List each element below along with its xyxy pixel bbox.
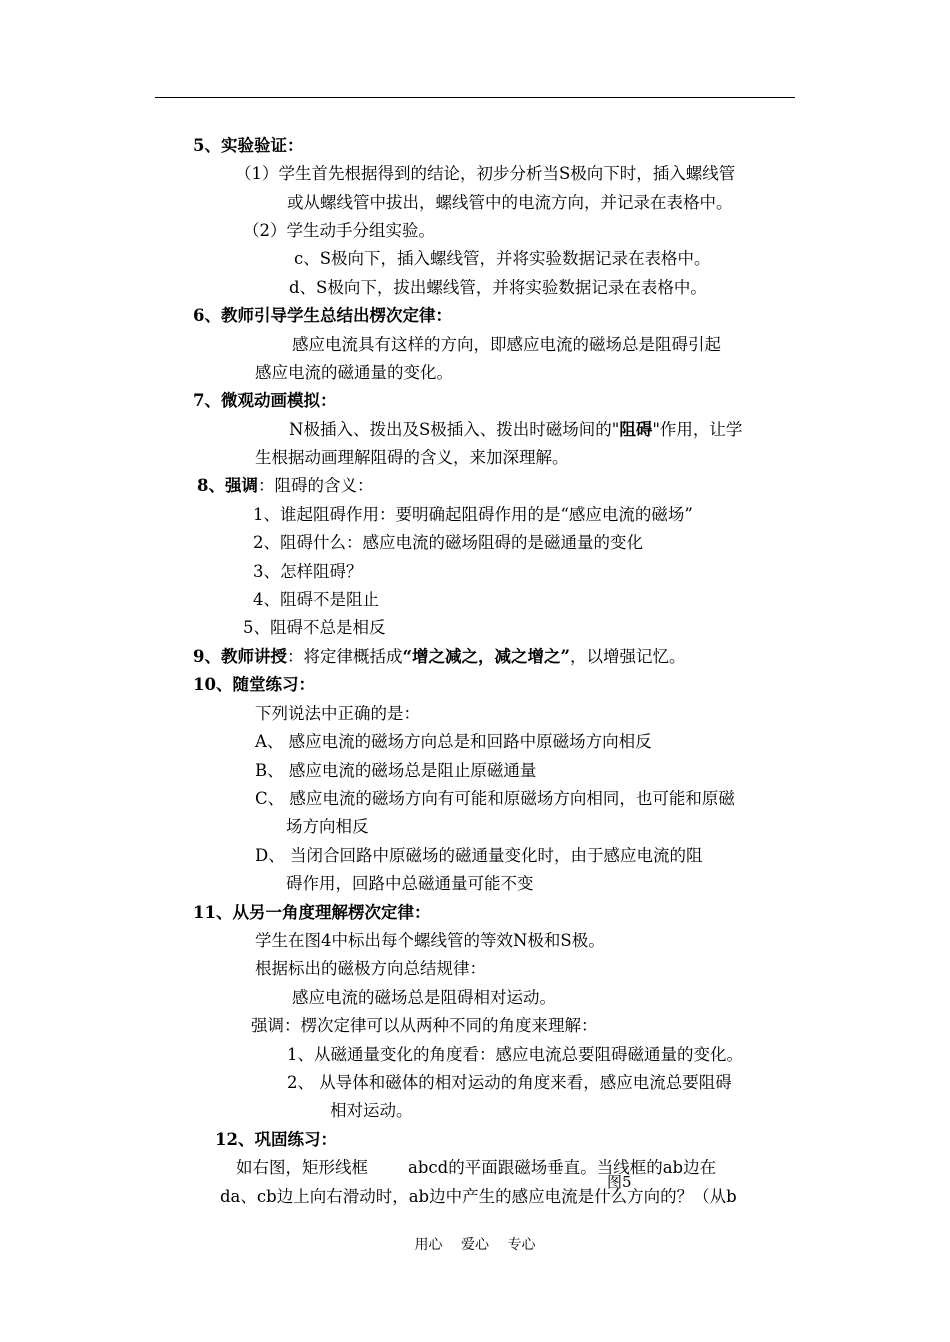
section-7-emphasis: 阻碍 — [619, 420, 653, 439]
section-9-end: ，以增强记忆。 — [569, 647, 686, 666]
section-12-line-1-b: abcd的平面跟磁场垂直。当线框的ab边在 — [408, 1158, 717, 1177]
section-12-line-2: da、cb边上向右滑动时，ab边中产生的感应电流是什么方向的？（从b — [220, 1187, 737, 1206]
section-5-line-2: 或从螺线管中拔出，螺线管中的电流方向，并记录在表格中。 — [287, 193, 733, 212]
section-7-line-1-a: N极插入、拨出及S极插入、拨出时磁场间的" — [289, 420, 620, 439]
section-5-line-1: （1）学生首先根据得到的结论，初步分析当S极向下时，插入螺线管 — [235, 164, 736, 183]
section-8-item-3: 3、怎样阻碍？ — [253, 562, 363, 581]
section-10-option-c-line-1: C、 感应电流的磁场方向有可能和原磁场方向相同，也可能和原磁 — [255, 789, 735, 808]
section-5-line-5: d、S极向下，拔出螺线管，并将实验数据记录在表格中。 — [289, 278, 707, 297]
section-5-line-4: c、S极向下，插入螺线管，并将实验数据记录在表格中。 — [294, 249, 711, 268]
section-11-line-6: 2、 从导体和磁体的相对运动的角度来看，感应电流总要阻碍 — [287, 1073, 732, 1092]
section-10-option-c-line-2: 场方向相反 — [286, 817, 369, 836]
section-8-rest: ：阻碍的含义： — [257, 476, 374, 495]
section-9-emphasis: “增之减之，减之增之” — [402, 647, 570, 666]
page-footer: 用心 爱心 专心 — [414, 1237, 536, 1253]
section-8-item-4: 4、阻碍不是阻止 — [253, 590, 379, 609]
section-6-line-2: 感应电流的磁通量的变化。 — [255, 363, 453, 382]
section-7-line-2: 生根据动画理解阻碍的含义，来加深理解。 — [255, 448, 569, 467]
section-11-line-7: 相对运动。 — [330, 1101, 413, 1120]
section-10-option-d-line-2: 碍作用，回路中总磁通量可能不变 — [286, 874, 534, 893]
figure-label: 图5 — [607, 1173, 632, 1191]
section-9-line — [193, 646, 685, 668]
section-7-line-1 — [289, 419, 742, 441]
section-8-title: 8、强调 — [197, 476, 258, 495]
section-10-option-d-line-1: D、 当闭合回路中原磁场的磁通量变化时，由于感应电流的阻 — [255, 846, 703, 865]
section-6-title: 6、教师引导学生总结出楞次定律： — [193, 306, 452, 325]
section-8-line — [197, 475, 373, 497]
section-10-option-b: B、 感应电流的磁场总是阻止原磁通量 — [255, 761, 537, 780]
section-11-line-2: 根据标出的磁极方向总结规律： — [255, 959, 486, 978]
section-11-line-4: 强调：楞次定律可以从两种不同的角度来理解： — [251, 1016, 598, 1035]
section-12-title: 12、巩固练习： — [215, 1130, 337, 1149]
section-8-item-5: 5、阻碍不总是相反 — [243, 618, 386, 637]
section-6-line-1: 感应电流具有这样的方向，即感应电流的磁场总是阻碍引起 — [292, 335, 721, 354]
section-10-title: 10、随堂练习： — [193, 675, 315, 694]
section-11-title: 11、从另一角度理解楞次定律： — [193, 903, 431, 922]
header-rule — [155, 97, 795, 98]
section-7-title: 7、微观动画模拟： — [193, 391, 337, 410]
section-7-line-1-c: "作用，让学 — [652, 420, 743, 439]
section-11-line-3: 感应电流的磁场总是阻碍相对运动。 — [292, 988, 556, 1007]
section-8-item-2: 2、阻碍什么：感应电流的磁场阻碍的是磁通量的变化 — [253, 533, 643, 552]
section-11-line-1: 学生在图4中标出每个螺线管的等效N极和S极。 — [255, 931, 605, 950]
section-5-line-3: （2）学生动手分组实验。 — [243, 221, 435, 240]
section-10-question: 下列说法中正确的是： — [255, 704, 420, 723]
section-12-line-1 — [236, 1157, 716, 1179]
section-12-line-1-a: 如右图，矩形线框 — [236, 1158, 368, 1177]
section-5-title: 5、实验验证： — [193, 136, 304, 155]
section-8-item-1: 1、谁起阻碍作用：要明确起阻碍作用的是“感应电流的磁场” — [253, 505, 693, 524]
section-9-title: 9、教师讲授 — [193, 647, 287, 666]
section-11-line-5: 1、从磁通量变化的角度看：感应电流总要阻碍磁通量的变化。 — [287, 1045, 743, 1064]
section-10-option-a: A、 感应电流的磁场方向总是和回路中原磁场方向相反 — [255, 732, 652, 751]
section-9-mid: ：将定律概括成 — [286, 647, 403, 666]
